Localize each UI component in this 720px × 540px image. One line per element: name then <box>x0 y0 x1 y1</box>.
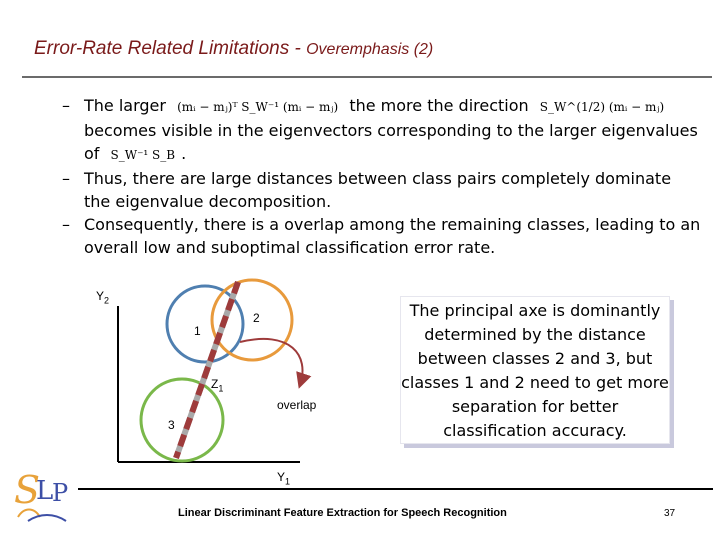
y1-axis-label: $Y_1$ <box>277 470 291 487</box>
bullet-1-text-a: The larger <box>84 96 166 115</box>
title-main: Error-Rate Related Limitations - <box>34 38 307 59</box>
y2-axis-label: $Y_2$ <box>96 289 110 306</box>
formula-direction: S_W^(1/2) (mᵢ − mⱼ) <box>539 100 665 114</box>
overlap-arrow <box>240 339 303 385</box>
footer-divider <box>78 488 713 490</box>
bullet-dash: – <box>62 96 70 115</box>
z1-axis-label: $Z_1$ <box>211 377 224 394</box>
bullet-1-text-b: the more the direction <box>349 96 529 115</box>
class-1-label: 1 <box>194 324 201 338</box>
callout-box <box>400 296 670 444</box>
svg-text:P: P <box>52 479 69 507</box>
bullet-1-text-c: becomes visible in the eigenvectors corresponding to the larger eigenvalues of <box>84 121 698 163</box>
overlap-label: overlap <box>277 398 317 412</box>
bullet-2-text: Thus, there are large distances between class pairs completely dominate the eigenvalue decomposition. <box>84 169 672 211</box>
formula-sw-sb: S_W⁻¹ S_B <box>110 148 176 162</box>
class-2-label: 2 <box>253 311 260 325</box>
slp-logo-icon <box>10 461 76 532</box>
title-sub: Overemphasis (2) <box>306 41 434 58</box>
bullet-1-text-d: . <box>181 144 187 163</box>
formula-mahalanobis: (mᵢ − mⱼ)ᵀ S_W⁻¹ (mᵢ − mⱼ) <box>177 100 339 114</box>
bullet-dash: – <box>62 215 70 234</box>
class-3-label: 3 <box>168 418 175 432</box>
svg-text:S: S <box>14 468 41 512</box>
footer-text: Linear Discriminant Feature Extraction for Speech Recognition <box>178 507 507 519</box>
bullet-3-text: Consequently, there is a overlap among the remaining classes, leading to an overall low and suboptimal classification error rate. <box>84 215 701 257</box>
callout-text: The principal axe is dominantly determined by the distance between classes 2 and 3, but classes 1 and 2 need to get more separation for better classification accuracy. <box>401 301 669 440</box>
page-number: 37 <box>664 508 676 519</box>
svg-text:L: L <box>36 476 54 506</box>
bullet-dash: – <box>62 169 70 188</box>
